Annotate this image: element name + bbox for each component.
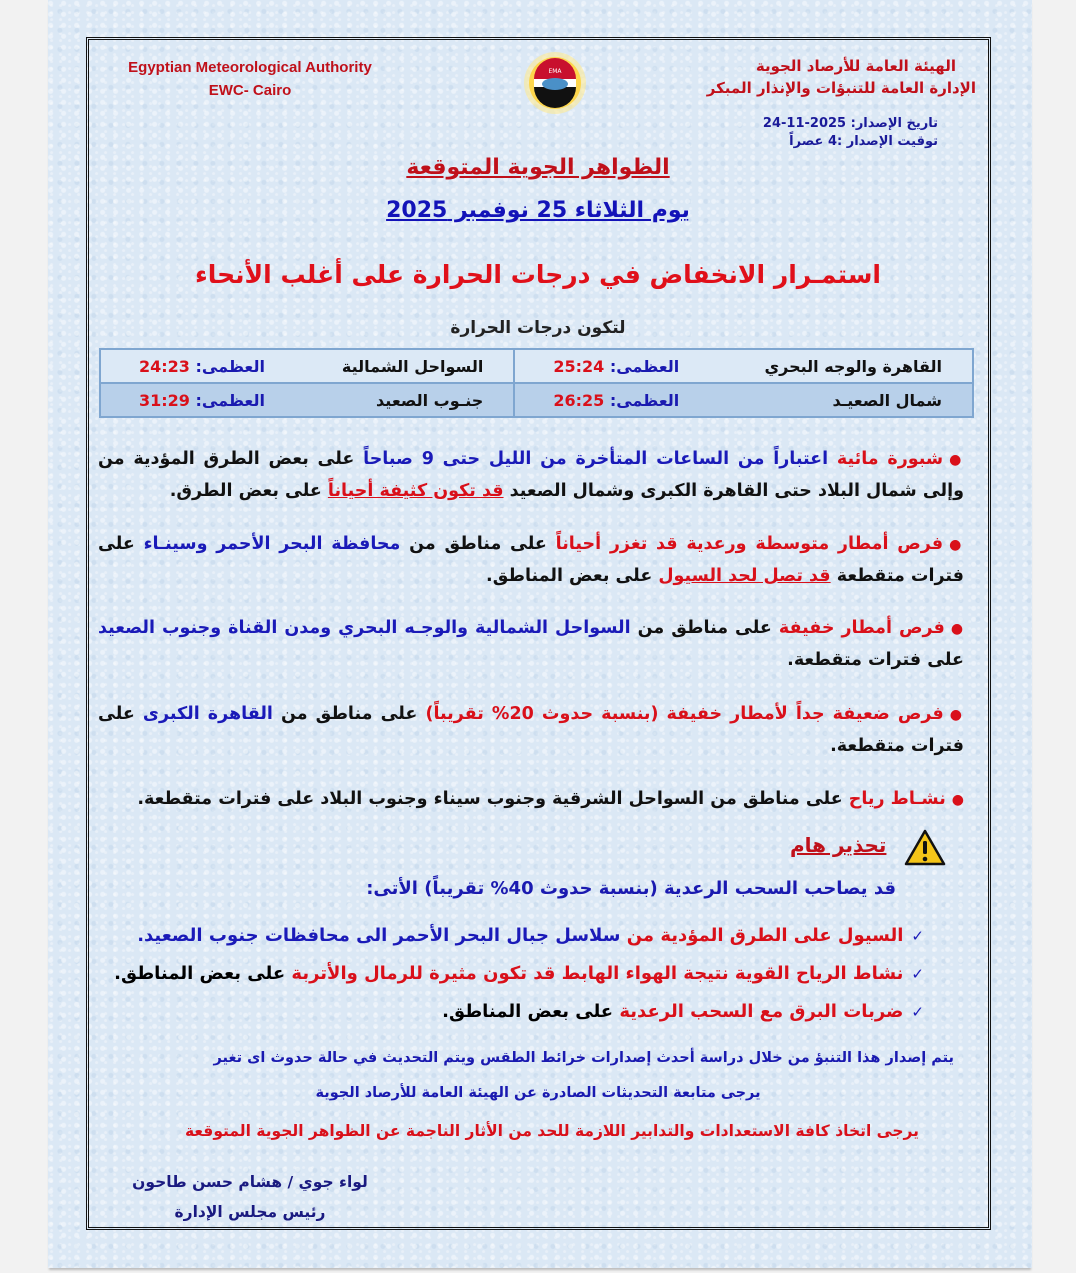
signatory-title: رئيس مجلس الإدارة [174,1203,326,1221]
bullet-text: على بعض الطرق. [169,481,328,501]
bullet-dot-icon: ● [949,452,965,468]
update-note: يتم إصدار هذا التنبؤ من خلال دراسة أحدث إصدارات خرائط الطقس ويتم التحديث في حالة حدوث اى تغير [213,1050,954,1066]
warning-item-text: على بعض المناطق. [114,963,286,984]
signature [120,1167,380,1227]
warning-item [114,993,924,1031]
region-name: السواحل الشمالية [341,356,484,376]
bullet-text: السواحل الشمالية والوجـه البحري ومدن القناة وجنوب الصعيد [98,618,631,638]
bullet-text: القاهرة الكبرى [134,704,273,724]
svg-text:EMA: EMA [548,68,562,75]
bullet-text: شبورة مائية [828,449,944,469]
temperature-value: 31:29 [139,390,190,410]
table-row [100,383,973,417]
issue-date: 2025-11-24 [762,116,847,131]
warning-item [114,917,924,955]
bullet-text: على مناطق من [630,618,772,638]
signatory-name: لواء جوي / هشام حسن طاحون [132,1173,368,1191]
precautions-note: يرجى اتخاذ كافة الاستعدادات والتدابير اللازمة للحد من الأثار الناجمة عن الظواهر الجوية المتوقعة [185,1122,919,1140]
temperature-value: 24:23 [139,356,190,376]
ema-logo-icon [519,51,591,115]
temperature-cell [515,357,972,376]
warning-item-text: سلاسل جبال البحر الأحمر الى محافظات جنوب الصعيد. [137,925,621,946]
bullet-text: على فترات متقطعة. [787,650,964,670]
center-name: EWC- Cairo [208,82,292,99]
forecast-bullet [98,784,964,816]
warning-item-text: السيول على الطرق المؤدية من [620,925,904,946]
bullet-text: على بعض الطرق المؤدية من وإلى شمال البلاد حتى القاهرة الكبرى وشمال الصعيد [98,449,964,501]
temperature-cell [101,357,513,376]
warning-title: تحذير هام [790,833,887,857]
forecast-title: الظواهر الجوية المتوقعة [406,155,670,180]
forecast-bullet [98,699,964,762]
follow-updates-note: يرجى متابعة التحديثات الصادرة عن الهيئة العامة للأرصاد الجوية [315,1085,761,1101]
department-name-ar: الإدارة العامة للتنبؤات والإنذار المبكر [706,79,976,97]
bullet-dot-icon: ● [949,537,964,553]
bullet-dot-icon: ● [949,707,964,723]
forecast-date: يوم الثلاثاء 25 نوفمبر 2025 [386,198,690,223]
warning-list [114,917,924,1031]
region-name: القاهرة والوجه البحري [764,356,942,376]
bullet-text: على مناطق من [272,704,418,724]
bullet-text: فرص ضعيفة جداً لأمطار خفيفة (بنسبة حدوث 20% تقريباً) [417,704,944,724]
temperature-value: 25:24 [553,356,605,376]
issue-date-label: تاريخ الإصدار: [846,116,938,131]
forecast-bullet [98,444,964,507]
bullet-text: اعتباراً من الساعات المتأخرة من الليل حتى 9 صباحاً [354,449,829,469]
warning-item [114,955,924,993]
checkmark-icon: ✓ [911,927,924,945]
bullet-text: فرص أمطار متوسطة ورعدية قد تغزر أحياناً [546,534,944,554]
issue-info [763,115,938,151]
forecast-bullet [98,529,964,592]
region-name: جنـوب الصعيد [376,390,484,410]
checkmark-icon: ✓ [911,1003,924,1021]
checkmark-icon: ✓ [911,965,924,983]
warning-triangle-icon [904,829,946,867]
max-label: العظمى: [609,356,680,376]
authority-name-ar: الهيئة العامة للأرصاد الجوية [755,57,956,75]
authority-name-arabic [706,55,976,99]
warning-item-text: نشاط الرياح القوية نتيجة الهواء الهابط قد تكون مثيرة للرمال والأتربة [285,963,904,984]
bullet-dot-icon: ● [950,621,965,637]
temperature-value: 26:25 [553,390,605,410]
bullet-text: نشـاط رياح [842,789,946,809]
bullet-text: فرص أمطار خفيفة [771,618,945,638]
bullet-text: قد تكون كثيفة أحياناً [327,481,504,501]
bullet-text: على فترات متقطعة. [98,704,964,756]
temperature-cell [101,391,513,410]
forecast-bullet [98,613,964,676]
temperature-cell [515,391,972,410]
warning-item-text: على بعض المناطق. [442,1001,614,1022]
warning-intro: قد يصاحب السحب الرعدية (بنسبة حدوث 40% تقريباً) الأتى: [366,878,896,899]
bullet-dot-icon: ● [951,792,964,808]
bullet-text: على فترات متقطعة [98,534,964,586]
region-name: شمال الصعيـد [832,390,942,410]
max-label: العظمى: [609,390,680,410]
bullet-text: على مناطق من [400,534,547,554]
authority-name-english [100,56,400,102]
bullet-text: على بعض المناطق. [486,566,659,586]
bullet-text: على مناطق من السواحل الشرقية وجنوب سيناء وجنوب البلاد على فترات متقطعة. [137,789,843,809]
warning-item-text: ضربات البرق مع السحب الرعدية [613,1001,904,1022]
issue-time: 4 عصراً [789,134,837,149]
bullet-text: قد تصل لحد السيول [658,566,831,586]
max-label: العظمى: [195,390,265,410]
table-row [100,349,973,383]
issue-time-label: توقيت الإصدار : [836,134,938,149]
forecast-headline: استمـرار الانخفاض في درجات الحرارة على أغلب الأنحاء [194,260,881,289]
authority-name: Egyptian Meteorological Authority [128,59,372,76]
bullet-text: محافظة البحر الأحمر وسينـاء [134,534,401,554]
temperatures-caption: لتكون درجات الحرارة [450,318,626,338]
temperatures-table [99,348,974,418]
max-label: العظمى: [195,356,265,376]
